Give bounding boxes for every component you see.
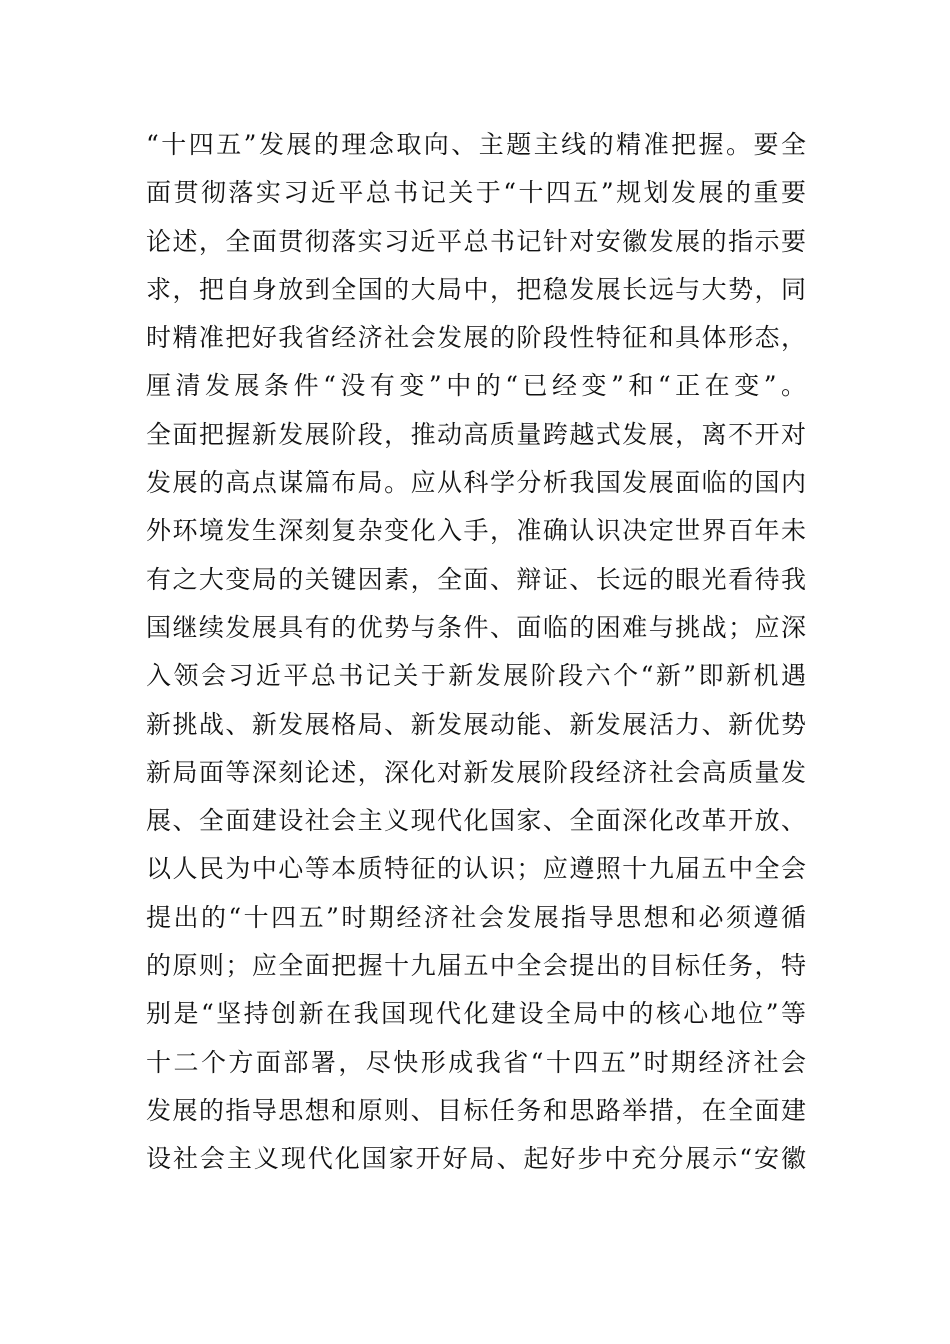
text-line: 展、全面建设社会主义现代化国家、全面深化改革开放、 [146, 806, 806, 836]
text-line: 设社会主义现代化国家开好局、起好步中充分展示“安徽 [146, 1144, 806, 1174]
text-line: 国继续发展具有的优势与条件、面临的困难与挑战；应深 [146, 612, 806, 642]
text-line: 面贯彻落实习近平总书记关于“十四五”规划发展的重要 [146, 178, 806, 208]
text-line: 新挑战、新发展格局、新发展动能、新发展活力、新优势 [146, 709, 806, 739]
text-line: 时精准把好我省经济社会发展的阶段性特征和具体形态， [146, 323, 806, 353]
text-line: 论述，全面贯彻落实习近平总书记针对安徽发展的指示要 [146, 226, 806, 256]
text-line: 以人民为中心等本质特征的认识；应遵照十九届五中全会 [146, 854, 806, 884]
text-line: 十二个方面部署，尽快形成我省“十四五”时期经济社会 [146, 1047, 806, 1077]
text-line: 求，把自身放到全国的大局中，把稳发展长远与大势，同 [146, 274, 806, 304]
body-text [146, 121, 806, 1184]
text-line: 提出的“十四五”时期经济社会发展指导思想和必须遵循 [146, 902, 806, 932]
text-line: 的原则；应全面把握十九届五中全会提出的目标任务，特 [146, 951, 806, 981]
text-line: 新局面等深刻论述，深化对新发展阶段经济社会高质量发 [146, 757, 806, 787]
text-line: 外环境发生深刻复杂变化入手，准确认识决定世界百年未 [146, 516, 806, 546]
text-line: 别是“坚持创新在我国现代化建设全局中的核心地位”等 [146, 999, 806, 1029]
text-line: 发展的指导思想和原则、目标任务和思路举措，在全面建 [146, 1095, 806, 1125]
text-line: 厘清发展条件“没有变”中的“已经变”和“正在变”。 [146, 371, 806, 401]
text-line: “十四五”发展的理念取向、主题主线的精准把握。要全 [146, 130, 806, 159]
text-line: 发展的高点谋篇布局。应从科学分析我国发展面临的国内 [146, 468, 806, 498]
text-line: 入领会习近平总书记关于新发展阶段六个“新”即新机遇 [146, 661, 806, 691]
text-line: 有之大变局的关键因素，全面、辩证、长远的眼光看待我 [146, 564, 806, 594]
text-line: 全面把握新发展阶段，推动高质量跨越式发展，离不开对 [146, 419, 806, 449]
